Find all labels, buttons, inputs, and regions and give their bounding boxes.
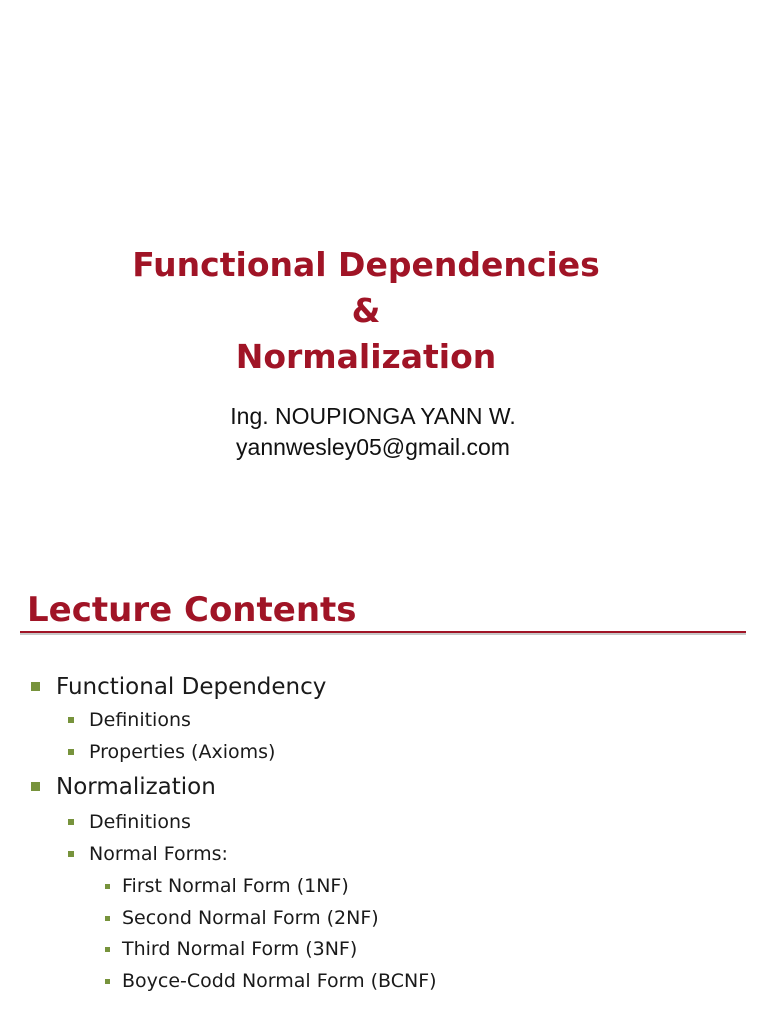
author-email: yannwesley05@gmail.com (236, 434, 510, 460)
outline-item-label: Boyce-Codd Normal Form (BCNF) (122, 970, 437, 992)
contents-slide (0, 560, 768, 1024)
outline-item-3nf (122, 937, 357, 961)
contents-outline (0, 560, 768, 1024)
outline-item-label: Normal Forms: (89, 843, 228, 865)
square-bullet-icon (31, 682, 40, 691)
square-bullet-icon (105, 979, 110, 984)
title-line-2: & (351, 291, 381, 330)
square-bullet-icon (68, 851, 74, 857)
author-name: Ing. NOUPIONGA YANN W. (230, 403, 516, 429)
outline-item-fd-properties (89, 740, 275, 764)
outline-item-label: Normalization (56, 774, 216, 800)
square-bullet-icon (105, 916, 110, 921)
square-bullet-icon (105, 884, 110, 889)
title-line-3: Normalization (235, 337, 497, 376)
outline-item-fd-definitions (89, 708, 191, 732)
outline-item-label: First Normal Form (1NF) (122, 875, 349, 897)
author-info (0, 401, 746, 463)
title-line-1: Functional Dependencies (132, 245, 600, 284)
outline-item-bcnf (122, 969, 437, 993)
outline-item-normal-forms (89, 842, 228, 866)
outline-item-functional-dependency (56, 673, 326, 701)
outline-item-label: Definitions (89, 709, 191, 731)
square-bullet-icon (31, 782, 40, 791)
slide-title (0, 242, 732, 380)
outline-item-label: Definitions (89, 811, 191, 833)
outline-item-normalization (56, 773, 216, 801)
square-bullet-icon (68, 749, 74, 755)
square-bullet-icon (68, 717, 74, 723)
outline-item-1nf (122, 874, 349, 898)
outline-item-norm-definitions (89, 810, 191, 834)
outline-item-label: Properties (Axioms) (89, 741, 276, 763)
outline-item-label: Third Normal Form (3NF) (122, 938, 358, 960)
contents-heading: Lecture Contents (27, 590, 357, 630)
square-bullet-icon (68, 819, 74, 825)
outline-item-label: Second Normal Form (2NF) (122, 907, 379, 929)
outline-item-label: Functional Dependency (56, 674, 327, 700)
square-bullet-icon (105, 947, 110, 952)
outline-item-2nf (122, 906, 379, 930)
